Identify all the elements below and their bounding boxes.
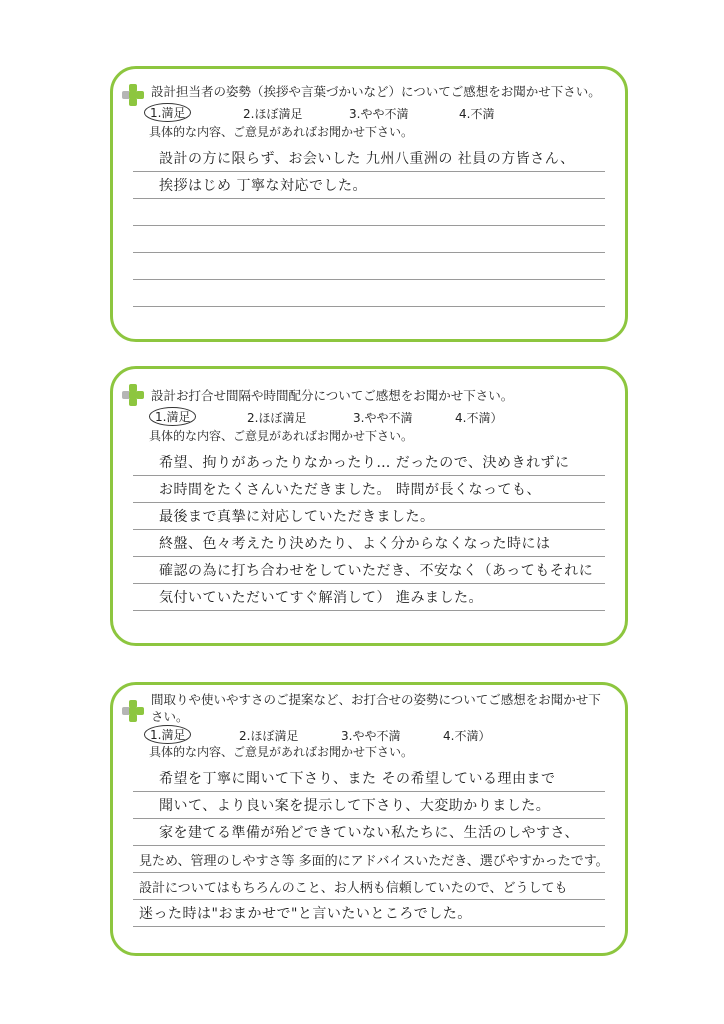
option-mostly-satisfied[interactable]: 2.ほぼ満足 — [247, 411, 307, 425]
option-slightly-dissatisfied[interactable]: 3.やや不満 — [353, 411, 413, 425]
answer-lines — [133, 145, 605, 307]
handwritten-answer: 設計の方に限らず、お会いした 九州八重洲の 社員の方皆さん、 — [159, 151, 575, 167]
handwritten-answer: 希望、拘りがあったりなかったり… だったので、決めきれずに — [159, 455, 570, 471]
option-satisfied-selected[interactable]: 1.満足 — [144, 103, 191, 122]
answer-line — [133, 172, 605, 199]
option-dissatisfied[interactable]: 4.不満） — [443, 729, 491, 743]
rating-options — [149, 105, 609, 121]
answer-line — [133, 226, 605, 253]
question-text: 間取りや使いやすさのご提案など、お打合せの姿勢についてご感想をお聞かせ下さい。 — [151, 692, 601, 724]
handwritten-answer: お時間をたくさんいただきました。 時間が長くなっても、 — [159, 482, 541, 498]
handwritten-answer: 確認の為に打ち合わせをしていただき、不安なく（あってもそれに — [159, 563, 594, 579]
rating-options — [149, 409, 609, 425]
option-mostly-satisfied[interactable]: 2.ほぼ満足 — [243, 107, 303, 121]
leaf-logo-icon — [122, 700, 144, 722]
question-text: 設計お打合せ間隔や時間配分についてご感想をお聞かせ下さい。 — [151, 388, 514, 403]
survey-card-staff-attitude — [110, 66, 628, 342]
handwritten-answer: 希望を丁寧に聞いて下さり、また その希望している理由まで — [159, 771, 556, 787]
answer-line — [133, 846, 609, 873]
answer-line — [133, 199, 605, 226]
handwritten-answer: 挨拶はじめ 丁寧な対応でした。 — [159, 178, 367, 194]
answer-lines — [133, 765, 609, 927]
answer-line — [133, 280, 605, 307]
handwritten-answer: 迷った時は"おまかせで"と言いたいところでした。 — [139, 906, 472, 922]
leaf-logo-icon — [122, 384, 144, 406]
comment-prompt: 具体的な内容、ご意見があればお聞かせ下さい。 — [149, 125, 414, 139]
question-text: 設計担当者の姿勢（挨拶や言葉づかいなど）についてご感想をお聞かせ下さい。 — [151, 84, 601, 99]
answer-line — [133, 503, 605, 530]
answer-line — [133, 584, 605, 611]
answer-line — [133, 873, 605, 900]
answer-line — [133, 792, 605, 819]
option-dissatisfied[interactable]: 4.不満 — [459, 107, 495, 121]
survey-card-meeting-schedule — [110, 366, 628, 646]
option-satisfied-selected[interactable]: 1.満足 — [149, 407, 196, 426]
answer-line — [133, 145, 605, 172]
option-slightly-dissatisfied[interactable]: 3.やや不満 — [341, 729, 401, 743]
answer-line — [133, 449, 605, 476]
answer-lines — [133, 449, 605, 611]
handwritten-answer: 最後まで真摯に対応していただきました。 — [159, 509, 435, 525]
handwritten-answer: 家を建てる準備が殆どできていない私たちに、生活のしやすさ、 — [159, 825, 579, 841]
answer-line — [133, 530, 605, 557]
handwritten-answer: 見ため、管理のしやすさ等 多面的にアドバイスいただき、選びやすかったです。 — [139, 854, 609, 869]
answer-line — [133, 765, 605, 792]
answer-line — [133, 253, 605, 280]
handwritten-answer: 設計についてはもちろんのこと、お人柄も信頼していたので、どうしても — [139, 881, 568, 896]
comment-prompt: 具体的な内容、ご意見があればお聞かせ下さい。 — [149, 745, 414, 759]
survey-card-floor-plan-proposal — [110, 682, 628, 956]
option-dissatisfied[interactable]: 4.不満） — [455, 411, 503, 425]
handwritten-answer: 終盤、色々考えたり決めたり、よく分からなくなった時には — [159, 536, 551, 552]
answer-line — [133, 557, 605, 584]
answer-line — [133, 900, 605, 927]
option-mostly-satisfied[interactable]: 2.ほぼ満足 — [239, 729, 299, 743]
option-slightly-dissatisfied[interactable]: 3.やや不満 — [349, 107, 409, 121]
handwritten-answer: 聞いて、より良い案を提示して下さり、大変助かりました。 — [159, 798, 551, 814]
answer-line — [133, 476, 605, 503]
answer-line — [133, 819, 605, 846]
leaf-logo-icon — [122, 84, 144, 106]
handwritten-answer: 気付いていただいてすぐ解消して） 進みました。 — [159, 590, 483, 606]
option-satisfied-selected[interactable]: 1.満足 — [144, 725, 191, 744]
rating-options — [149, 727, 609, 743]
comment-prompt: 具体的な内容、ご意見があればお聞かせ下さい。 — [149, 429, 414, 443]
